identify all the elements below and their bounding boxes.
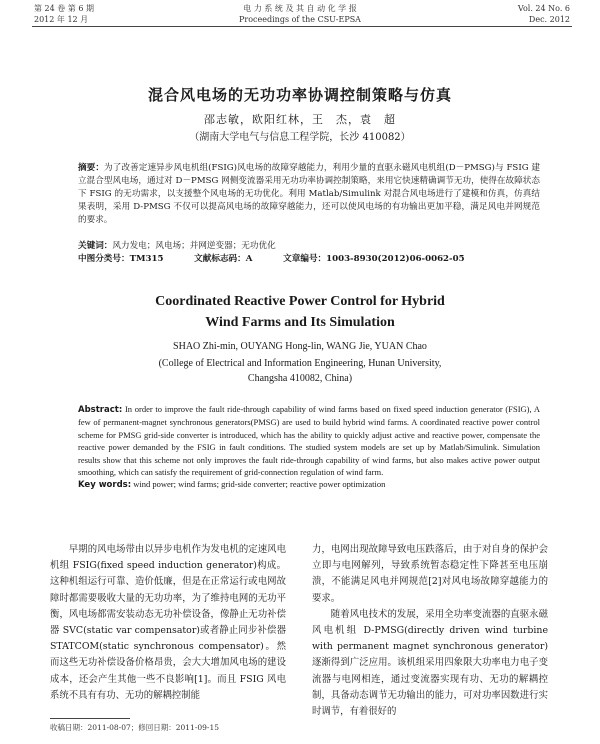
- body-column-left: [50, 542, 286, 704]
- journal-name: [0, 3, 600, 25]
- author-list: 邵志敏，欧阳红林，王 杰，袁 超: [204, 113, 396, 126]
- journal-name-en: Proceedings of the CSU-EPSA: [239, 15, 361, 24]
- abstract-text: 为了改善定速异步风电机组(FSIG)风电场的故障穿越能力，利用少量的直驱永磁风电机组(D－PMSG)与 FSIG 建立混合型风电场，通过对 D－PMSG 网侧变流器采用无功功率协调控制策略，来用它快速精确调节无功，使得在故障状态下 FSIG 的无功需求，以支援整个风电场的无功优化。利用 Matlab/Simulink 对混合风电场进行了建模和仿真，仿真结果表明，采用 D-PMSG 不仅可以提高风电场的故障穿越能力，还可以使风电场的有功输出更加平稳，满足风电并网规范的要求。: [78, 163, 540, 225]
- journal-name-cn: 电 力 系 统 及 其 自 动 化 学 报: [243, 4, 357, 13]
- header-divider: [32, 26, 572, 27]
- doc-code: [194, 254, 252, 264]
- keywords-en-text: wind power; wind farms; grid-side converter; reactive power optimization: [133, 479, 386, 490]
- affiliation: （湖南大学电气与信息工程学院，长沙 410082）: [189, 132, 411, 143]
- volume-issue: 第 24 卷 第 6 期: [34, 4, 94, 13]
- footnote: 收稿日期：2011-08-07；修回日期：2011-09-15: [50, 723, 219, 732]
- abstract-en-label: Abstract:: [78, 405, 123, 415]
- footnote-divider: [50, 718, 130, 719]
- article-label: 文章编号：: [283, 254, 327, 264]
- paragraph: 早期的风电场带由以异步电机作为发电机的定速风电机组 FSIG(fixed speed induction generator)构成。这种机组运行可靠、造价低廉，但是在正常运行或电网故障时都需要吸收大量的无功功率，为了维持电网的无功平衡，风电场都需安装动态无功补偿设备，像静止无功补偿器 SVC(static var compensator)或者静止同步补偿器 STATCOM(static synchronous compensator)。然而这些无功补偿设备价格昂贵，会大大增加风电场的建设成本，还会产生其他一些不良影响[1]。而且 FSIG 风电系统不具有有功、无功的解耦控制能: [50, 544, 286, 701]
- doc-value: A: [245, 254, 253, 264]
- class-label: 中图分类号：: [78, 254, 130, 264]
- english-title: [0, 291, 600, 333]
- journal-volume: [518, 3, 570, 25]
- abstract-label: 摘要：: [78, 163, 105, 173]
- english-affiliation: [0, 356, 600, 386]
- volume-date: Dec. 2012: [528, 15, 570, 24]
- english-affiliation-line-2: Changsha 410082, China): [247, 373, 353, 384]
- english-affiliation-line-1: (College of Electrical and Information Engineering, Hunan University,: [158, 358, 442, 369]
- keywords-label: 关键词：: [78, 241, 113, 251]
- english-title-line-1: Coordinated Reactive Power Control for Hybrid: [155, 294, 445, 309]
- body-column-right: [312, 542, 548, 720]
- abstract-en: [78, 403, 540, 492]
- keywords-en: [78, 478, 540, 491]
- english-authors: SHAO Zhi-min, OUYANG Hong-lin, WANG Jie, YUAN Chao: [173, 341, 427, 352]
- doc-label: 文献标志码：: [194, 254, 246, 264]
- page-title: 混合风电场的无功功率协调控制策略与仿真: [147, 86, 452, 104]
- abstract-en-text: In order to improve the fault ride-through capability of wind farms based on fixed speed induction generator (FSIG), A few of permanent-magnet synchronous generators(PMSG) are used to build hybrid wind farms. A coordinated reactive power control scheme for PMSG grid-side converter is introduced, which has the ability to quickly adjust active and reactive power, compensate the reactive power demanded by the FSIG in fault conditions. The studied system models are set up by Matlab/Simulink. Simulation results show that this scheme not only improves the fault ride-through capability of wind farms, but also makes active power output smoothing, which can satisfy the requirement of grid-connection regulation of wind farm.: [78, 404, 541, 478]
- class-value: TM315: [129, 254, 164, 264]
- keywords-cn: [78, 240, 540, 253]
- article-number: [283, 254, 464, 264]
- abstract-cn: [78, 162, 540, 227]
- paragraph: 随着风电技术的发展，采用全功率变流器的直驱永磁风电机组 D-PMSG(directly driven wind turbine with permanent magnet synchronous generator)逐渐得到广泛应用。该机组采用四象限大功率电力电子变流器与电网相连，通过变流器实现有功、无功的解耦控制，具备动态调节无功输出的能力，可对功率因数进行实时调节，有着很好的: [312, 608, 548, 718]
- issue-date: 2012 年 12 月: [34, 15, 89, 24]
- volume-number: Vol. 24 No. 6: [517, 4, 570, 13]
- keywords-en-label: Key words:: [78, 480, 132, 491]
- article-value: 1003-8930(2012)06-0062-05: [326, 254, 465, 264]
- english-title-line-2: Wind Farms and Its Simulation: [205, 315, 395, 330]
- classification-line: [78, 253, 540, 266]
- class-number: [78, 254, 163, 264]
- keywords-text: 风力发电；风电场；并网逆变器；无功优化: [112, 241, 276, 251]
- paragraph: 力，电网出现故障导致电压跌落后，由于对自身的保护会立即与电网解列，导致系统暂态稳定性下降甚至电压崩溃，不能满足风电并网规范[2]对风电场故障穿越能力的要求。: [312, 544, 548, 604]
